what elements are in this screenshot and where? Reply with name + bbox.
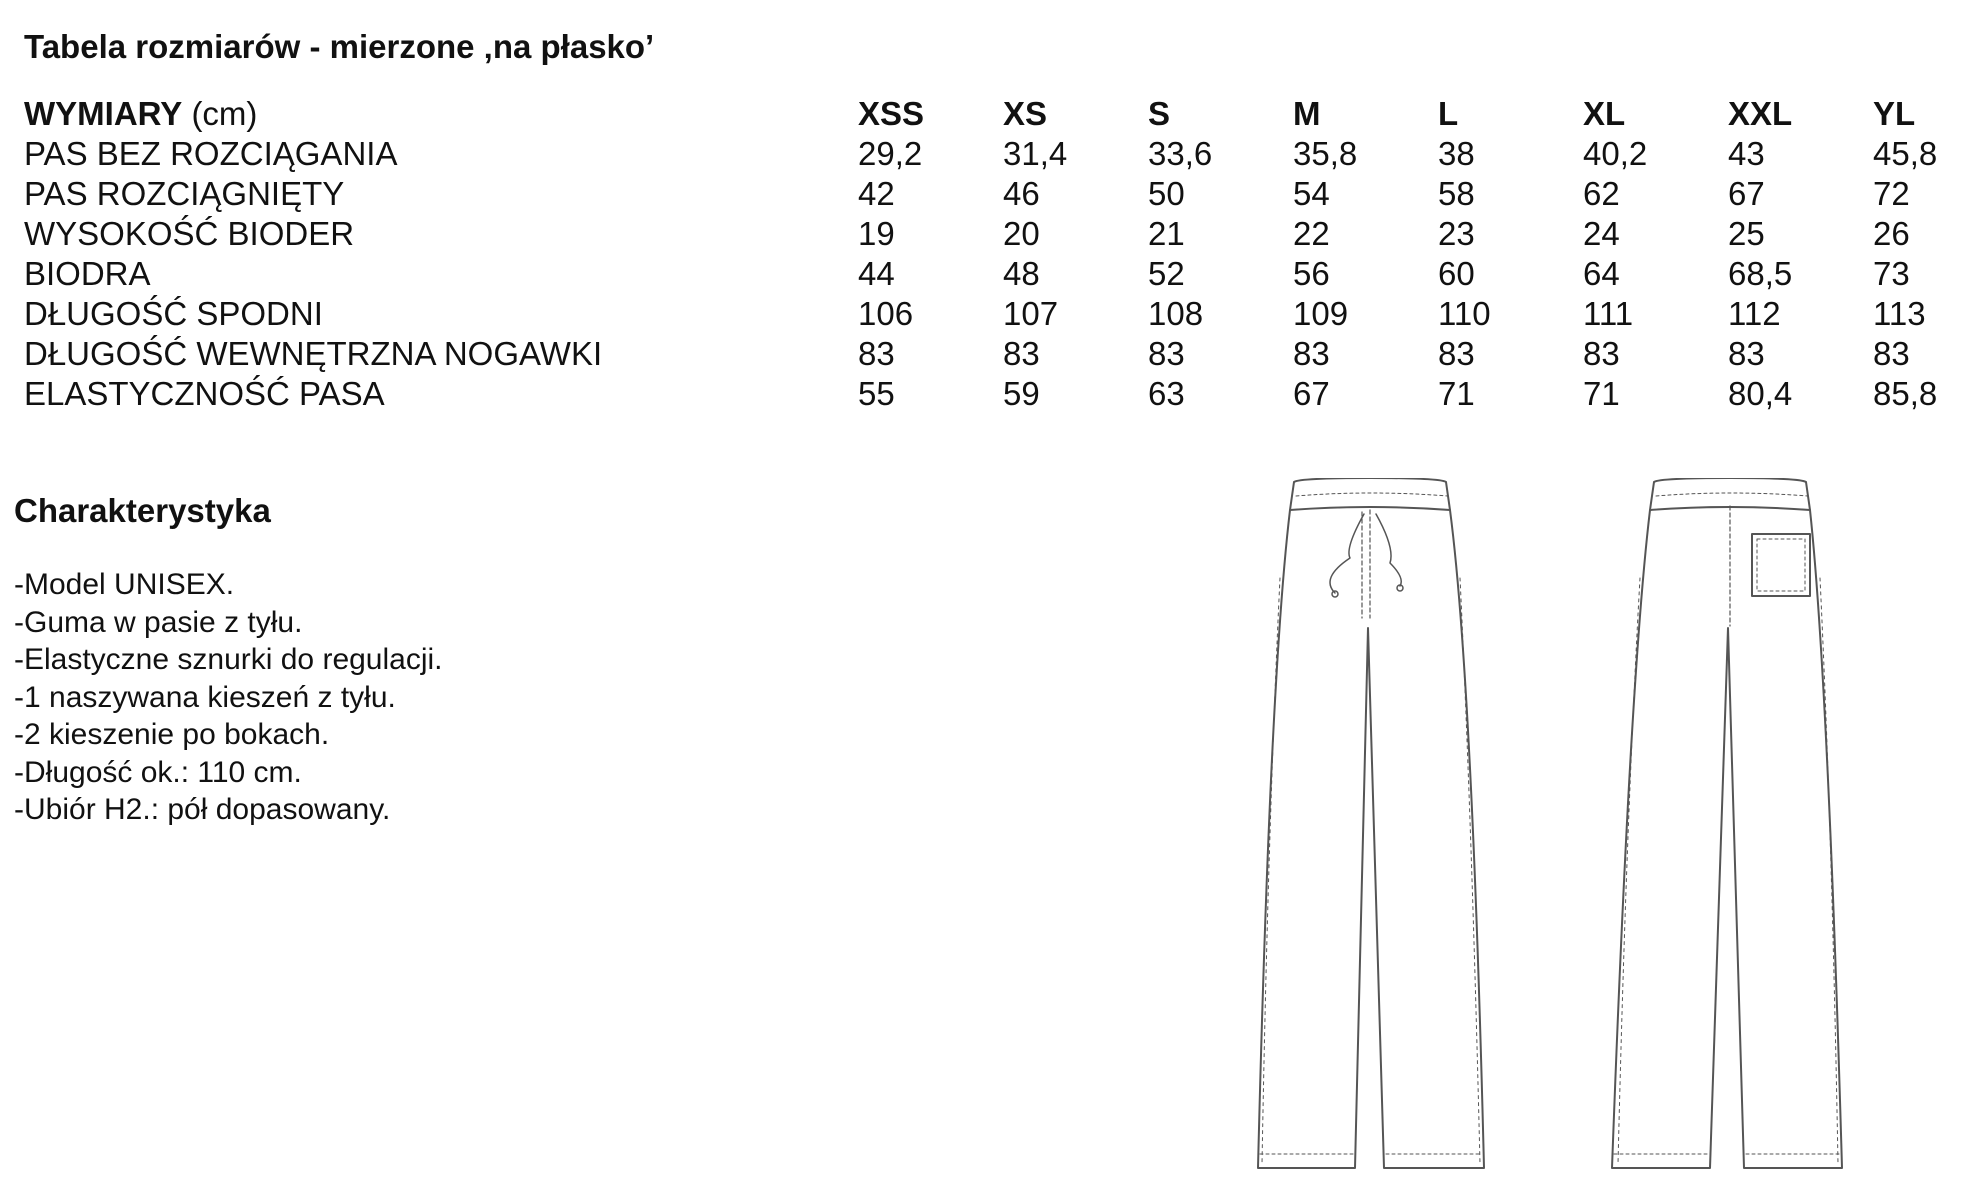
size-header: M xyxy=(1293,95,1321,132)
table-cell: 107 xyxy=(1003,295,1059,332)
table-cell: 52 xyxy=(1148,255,1185,292)
list-item: -2 kieszenie po bokach. xyxy=(14,718,330,751)
table-cell: 33,6 xyxy=(1148,135,1213,172)
table-cell: 83 xyxy=(858,335,895,372)
table-cell: 48 xyxy=(1003,255,1040,292)
table-cell: 25 xyxy=(1728,215,1765,252)
table-cell: 40,2 xyxy=(1583,135,1648,172)
table-cell: 67 xyxy=(1293,375,1330,412)
features-list xyxy=(14,566,443,829)
row-label: DŁUGOŚĆ SPODNI xyxy=(24,295,323,332)
table-cell: 67 xyxy=(1728,175,1765,212)
dimensions-header xyxy=(24,94,858,134)
size-header: XXL xyxy=(1728,95,1793,132)
row-label: PAS ROZCIĄGNIĘTY xyxy=(24,175,345,212)
table-row xyxy=(24,254,1973,294)
row-label: BIODRA xyxy=(24,255,151,292)
list-item: -Guma w pasie z tyłu. xyxy=(14,605,303,639)
table-cell: 71 xyxy=(1583,375,1620,412)
table-cell: 108 xyxy=(1148,295,1204,332)
table-cell: 31,4 xyxy=(1003,135,1068,172)
table-cell: 60 xyxy=(1438,255,1475,292)
back-outline xyxy=(1612,510,1842,1168)
list-item: -Ubiór H2.: pół dopasowany. xyxy=(14,793,391,826)
table-cell: 42 xyxy=(858,175,895,212)
front-outline xyxy=(1258,510,1484,1168)
size-header: XL xyxy=(1583,95,1626,132)
list-item: -Elastyczne sznurki do regulacji. xyxy=(14,643,443,676)
table-cell: 43 xyxy=(1728,135,1765,172)
row-label: PAS BEZ ROZCIĄGANIA xyxy=(24,135,398,172)
table-cell: 24 xyxy=(1583,215,1620,252)
back-waistband xyxy=(1650,478,1810,510)
table-row xyxy=(24,214,1973,254)
table-cell: 63 xyxy=(1148,375,1185,412)
table-cell: 68,5 xyxy=(1728,255,1793,292)
table-cell: 59 xyxy=(1003,375,1040,412)
table-cell: 22 xyxy=(1293,215,1330,252)
size-header: YL xyxy=(1873,95,1916,132)
table-cell: 85,8 xyxy=(1873,375,1938,412)
table-row xyxy=(24,294,1973,334)
table-cell: 55 xyxy=(858,375,895,412)
table-cell: 111 xyxy=(1583,295,1634,332)
table-cell: 83 xyxy=(1728,335,1765,372)
list-item: -1 naszywana kieszeń z tyłu. xyxy=(14,680,396,714)
table-cell: 19 xyxy=(858,215,895,252)
table-cell: 110 xyxy=(1438,295,1491,332)
table-cell: 35,8 xyxy=(1293,135,1358,172)
pants-illustration-svg xyxy=(1240,478,1940,1180)
table-cell: 83 xyxy=(1003,335,1040,372)
table-cell: 83 xyxy=(1293,335,1330,372)
table-cell: 38 xyxy=(1438,135,1475,172)
table-cell: 46 xyxy=(1003,175,1040,212)
page-title: Tabela rozmiarów - mierzone ‚na płasko’ xyxy=(24,28,655,65)
table-cell: 64 xyxy=(1583,255,1620,292)
size-header: L xyxy=(1438,95,1459,132)
row-label: DŁUGOŚĆ WEWNĘTRZNA NOGAWKI xyxy=(24,335,603,372)
table-cell: 83 xyxy=(1148,335,1185,372)
table-cell: 106 xyxy=(858,295,914,332)
dimensions-header-label: WYMIARY xyxy=(24,95,183,132)
table-cell: 72 xyxy=(1873,175,1910,212)
dimensions-header-unit: (cm) xyxy=(191,95,258,132)
back-pocket xyxy=(1752,534,1810,596)
size-header: XS xyxy=(1003,95,1048,132)
table-cell: 62 xyxy=(1583,175,1620,212)
front-waistband xyxy=(1290,478,1450,510)
table-cell: 21 xyxy=(1148,215,1185,252)
table-cell: 112 xyxy=(1728,295,1781,332)
table-row xyxy=(24,374,1973,414)
table-cell: 20 xyxy=(1003,215,1040,252)
size-header: S xyxy=(1148,95,1171,132)
pants-illustration xyxy=(1240,478,1940,1180)
row-label: WYSOKOŚĆ BIODER xyxy=(24,215,355,252)
pants-front-drawing xyxy=(1258,478,1484,1168)
table-cell: 44 xyxy=(858,255,895,292)
table-cell: 45,8 xyxy=(1873,135,1938,172)
table-cell: 26 xyxy=(1873,215,1910,252)
table-cell: 109 xyxy=(1293,295,1349,332)
features-heading: Charakterystyka xyxy=(14,492,271,529)
table-row xyxy=(24,174,1973,214)
table-cell: 29,2 xyxy=(858,135,923,172)
table-cell: 58 xyxy=(1438,175,1475,212)
list-item: -Długość ok.: 110 cm. xyxy=(14,755,302,789)
list-item: -Model UNISEX. xyxy=(14,568,235,601)
table-cell: 113 xyxy=(1873,295,1926,332)
table-cell: 23 xyxy=(1438,215,1475,252)
table-cell: 71 xyxy=(1438,375,1475,412)
table-cell: 80,4 xyxy=(1728,375,1793,412)
table-row xyxy=(24,134,1973,174)
table-cell: 83 xyxy=(1583,335,1620,372)
table-cell: 50 xyxy=(1148,175,1185,212)
table-cell: 56 xyxy=(1293,255,1330,292)
table-row xyxy=(24,334,1973,374)
table-cell: 73 xyxy=(1873,255,1910,292)
table-cell: 54 xyxy=(1293,175,1330,212)
table-cell: 83 xyxy=(1873,335,1910,372)
pants-back-drawing xyxy=(1612,478,1842,1168)
size-table-header-row xyxy=(24,94,1973,134)
size-header: XSS xyxy=(858,95,925,132)
table-cell: 83 xyxy=(1438,335,1475,372)
row-label: ELASTYCZNOŚĆ PASA xyxy=(24,375,385,412)
size-table xyxy=(24,94,1973,414)
